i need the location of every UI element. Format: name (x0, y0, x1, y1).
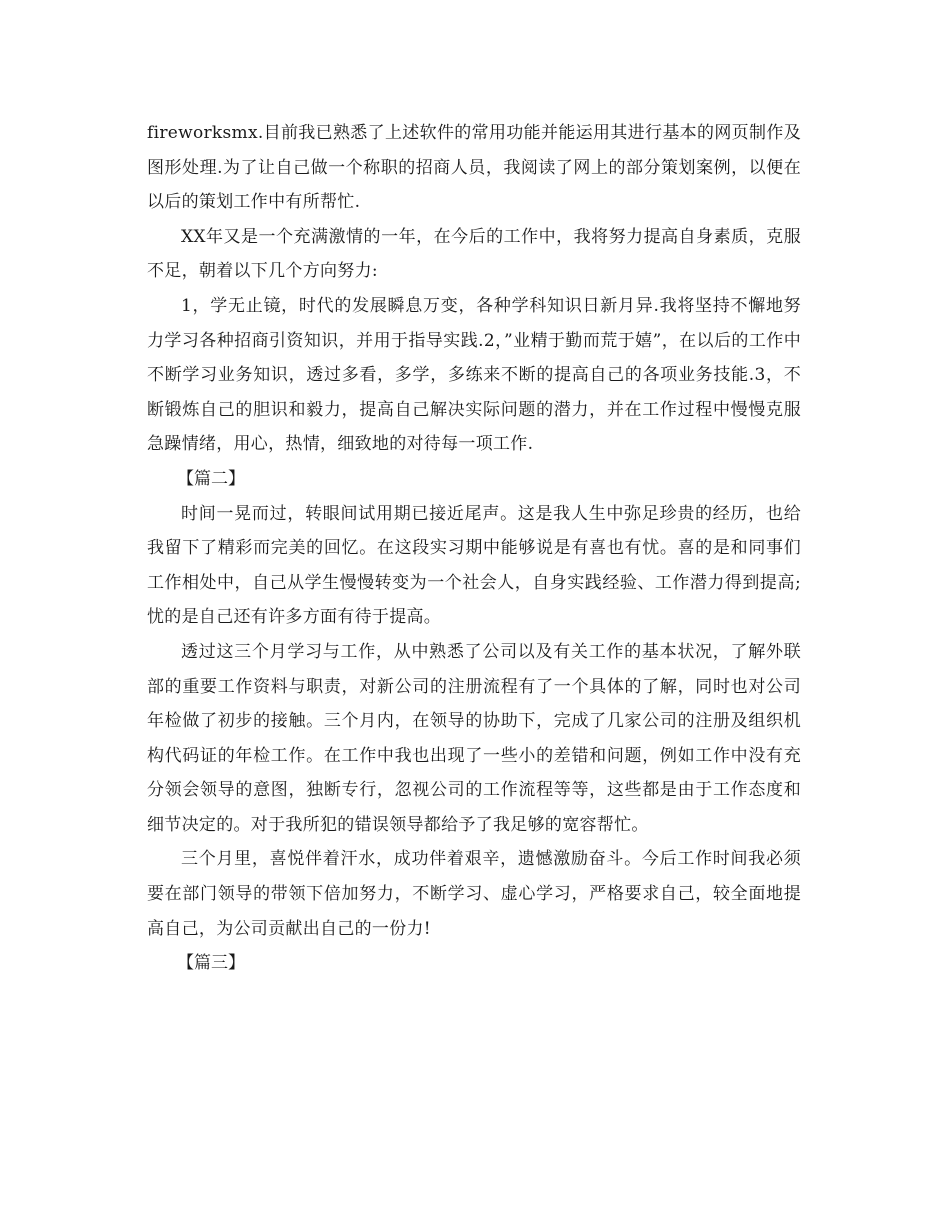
section-heading-2: 【篇二】 (177, 468, 245, 489)
paragraph-6: 三个月里，喜悦伴着汗水，成功伴着艰辛，遗憾激励奋斗。今后工作时间我必须要在部门领导的带领下倍加努力，不断学习、虚心学习，严格要求自己，较全面地提高自己，为公司贡献出自己的一份力! (147, 849, 801, 939)
section-heading-3: 【篇三】 (177, 953, 245, 974)
paragraph-4: 时间一晃而过，转眼间试用期已接近尾声。这是我人生中弥足珍贵的经历，也给我留下了精彩而完美的回忆。在这段实习期中能够说是有喜也有忧。喜的是和同事们工作相处中，自己从学生慢慢转变为一个社会人，自身实践经验、工作潜力得到提高;忧的是自己还有许多方面有待于提高。 (147, 503, 801, 628)
document-page (147, 116, 801, 981)
paragraph-3: 1，学无止镜，时代的发展瞬息万变，各种学科知识日新月异.我将坚持不懈地努力学习各种招商引资知识，并用于指导实践.2，”业精于勤而荒于嬉”，在以后的工作中不断学习业务知识，透过多看，多学，多练来不断的提高自己的各项业务技能.3，不断锻炼自己的胆识和毅力，提高自己解决实际问题的潜力，并在工作过程中慢慢克服急躁情绪，用心，热情，细致地的对待每一项工作. (147, 295, 801, 455)
paragraph-5: 透过这三个月学习与工作，从中熟悉了公司以及有关工作的基本状况，了解外联部的重要工作资料与职责，对新公司的注册流程有了一个具体的了解，同时也对公司年检做了初步的接触。三个月内，在领导的协助下，完成了几家公司的注册及组织机构代码证的年检工作。在工作中我也出现了一些小的差错和问题，例如工作中没有充分领会领导的意图，独断专行，忽视公司的工作流程等等，这些都是由于工作态度和细节决定的。对于我所犯的错误领导都给予了我足够的宽容帮忙。 (147, 641, 801, 835)
paragraph-1: fireworksmx.目前我已熟悉了上述软件的常用功能并能运用其进行基本的网页制作及图形处理.为了让自己做一个称职的招商人员，我阅读了网上的部分策划案例，以便在以后的策划工作中有所帮忙. (147, 123, 801, 213)
paragraph-2: XX年又是一个充满激情的一年，在今后的工作中，我将努力提高自身素质，克服不足，朝着以下几个方向努力: (147, 226, 801, 282)
